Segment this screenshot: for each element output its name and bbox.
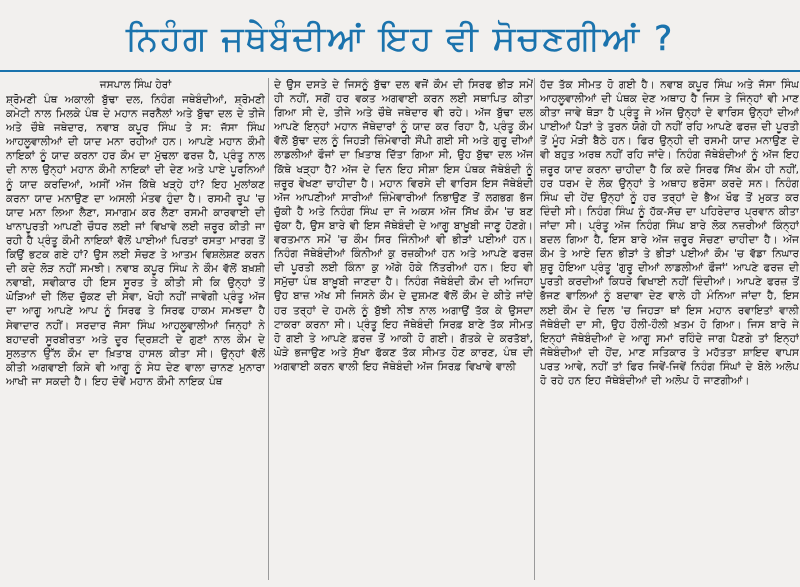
column-divider bbox=[268, 78, 269, 580]
headline: ਨਿਹੰਗ ਜਥੇਬੰਦੀਆਂ ਇਹ ਵੀ ਸੋਚਣਗੀਆਂ ? bbox=[125, 19, 675, 59]
article-column-2 bbox=[274, 78, 533, 580]
article-column-3 bbox=[540, 78, 799, 580]
column-2-text: ਦੇ ਉਸ ਦਸਤੇ ਦੇ ਜਿਸਨੂੰ ਬੁੱਢਾ ਦਲ ਵਜੋਂ ਕੌਮ ਦੀ ਸਿਰਫ ਭੀੜ ਸਮੇਂ ਹੀ ਨਹੀਂ, ਸਗੋਂ ਹਰ ਵਕਤ ਅਗਵਾਈ ਕਰਨ ਲਈ ਸਥਾਪਿਤ ਕੀਤਾ ਗਿਆ ਸੀ ਦੇ, ਤੀਜੇ ਅਤੇ ਚੌਥੇ ਜਥੇਦਾਰ ਵੀ ਰਹੇ। ਅੱਜ ਬੁੱਢਾ ਦਲ ਆਪਣੇ ਇਨ੍ਹਾਂ ਮਹਾਨ ਜੱਥੇਦਾਰਾਂ ਨੂੰ ਯਾਦ ਕਰ ਰਿਹਾ ਹੈ, ਪ੍ਰੰਤੂ ਕੌਮ ਵੱਲੋਂ ਬੁੱਢਾ ਦਲ ਨੂੰ ਜਿਹੜੀ ਜ਼ਿੰਮੇਵਾਰੀ ਸੌਂਪੀ ਗਈ ਸੀ ਅਤੇ ਗੁਰੂ ਦੀਆਂ ਲਾਡਲੀਆਂ ਫੌਜਾਂ ਦਾ ਖ਼ਿਤਾਬ ਦਿੱਤਾ ਗਿਆ ਸੀ, ਉਹ ਬੁੱਢਾ ਦਲ ਅੱਜ ਕਿੱਥੇ ਖੜ੍ਹਾ ਹੈ? ਅੱਜ ਦੇ ਦਿਨ ਇਹ ਸੀਸ਼ਾ ਇਸ ਪੰਥਕ ਜੱਥੇਬੰਦੀ ਨੂੰ ਜ਼ਰੂਰ ਵੇਖਣਾ ਚਾਹੀਦਾ ਹੈ। ਮਹਾਨ ਵਿਰਸੇ ਦੀ ਵਾਰਿਸ ਇਸ ਜੱਥੇਬੰਦੀ ਅੱਜ ਆਪਣੀਆਂ ਸਾਰੀਆਂ ਜ਼ਿੰਮੇਵਾਰੀਆਂ ਨਿਭਾਉਣ ਤੋਂ ਲਗਭਗ ਭੱਜ ਚੁੱਕੀ ਹੈ ਅਤੇ ਨਿਹੰਗ ਸਿੰਘ ਦਾ ਜੋ ਅਕਸ ਅੱਜ ਸਿੱਖ ਕੌਮ 'ਚ ਬਣ ਚੁੱਕਾ ਹੈ, ਉਸ ਬਾਰੇ ਵੀ ਇਸ ਜੱਥੇਬੰਦੀ ਦੇ ਆਗੂ ਬਾਖ਼ੂਬੀ ਜਾਣੂ ਹੋਣਗੇ। ਵਰਤਮਾਨ ਸਮੇਂ 'ਚ ਕੌਮ ਸਿਰ ਜਿੰਨੀਆਂ ਵੀ ਭੀੜਾਂ ਪਈਆਂ ਹਨ। ਨਿਹੰਗ ਜੱਥੇਬੰਦੀਆਂ ਕਿੰਨੀਆਂ ਕੁ ਰਜ਼ਕੀਆਂ ਹਨ ਅਤੇ ਆਪਣੇ ਫਰਜ਼ ਦੀ ਪੂਰਤੀ ਲਈ ਕਿੰਨਾ ਕੁ ਅੱਗੇ ਹੋਕੇ ਨਿੱਤਰੀਆਂ ਹਨ। ਇਹ ਵੀ ਸਮੁੱਚਾ ਪੰਥ ਬਾਖ਼ੂਬੀ ਜਾਣਦਾ ਹੈ। ਨਿਹੰਗ ਜੱਥੇਬੰਦੀ ਕੌਮ ਦੀ ਅਜਿਹਾ ਉਹ ਬਾਜ਼ ਅੱਖ ਸੀ ਜਿਸਨੇ ਕੌਮ ਦੇ ਦੁਸ਼ਮਣ ਵੱਲੋਂ ਕੌਮ ਦੇ ਕੀਤੇ ਜਾਂਦੇ ਹਰ ਤਰ੍ਹਾਂ ਦੇ ਹਮਲੇ ਨੂੰ ਬੁੱਝੀ ਨੀਝ ਨਾਲ ਅਗਾਉਂ ਤੱਕ ਕੇ ਉਸਦਾ ਟਾਕਰਾ ਕਰਨਾ ਸੀ। ਪ੍ਰੰਤੂ ਇਹ ਜੱਥੇਬੰਦੀ ਸਿਰਫ਼ ਬਾਣੇ ਤੱਕ ਸੀਮਤ ਹੋ ਗਈ ਤੇ ਆਪਣੇ ਫ਼ਰਜ਼ ਤੋਂ ਆਕੀ ਹੋ ਗਈ। ਗੱਤਕੇ ਦੇ ਕਰਤੱਬਾਂ, ਘੋੜੇ ਭਜਾਉਣ ਅਤੇ ਸੁੱਖਾ ਫੱਕਣ ਤੱਕ ਸੀਮਤ ਹੋਣ ਕਾਰਣ, ਪੰਥ ਦੀ ਅਗਵਾਈ ਕਰਨ ਵਾਲੀ ਇਹ ਜੱਥੇਬੰਦੀ ਅੱਜ ਸਿਰਫ਼ ਵਿਖਾਵੇ ਵਾਲੀ bbox=[274, 79, 533, 373]
article-column-1 bbox=[6, 78, 265, 580]
byline: ਜਸਪਾਲ ਸਿੰਘ ਹੇਰਾਂ bbox=[99, 79, 172, 91]
column-1-text: ਸ਼੍ਰੋਮਣੀ ਪੰਥ ਅਕਾਲੀ ਬੁੱਢਾ ਦਲ, ਨਿਹੰਗ ਜਥੇਬੰਦੀਆਂ, ਸ਼੍ਰੋਮਣੀ ਕਮੇਟੀ ਨਾਲ ਮਿਲਕੇ ਪੰਥ ਦੇ ਮਹਾਨ ਜਰਨੈਲਾਂ ਅਤੇ ਬੁੱਢਾ ਦਲ ਦੇ ਤੀਜੇ ਅਤੇ ਚੌਥੇ ਜਥੇਦਾਰ, ਨਵਾਬ ਕਪੂਰ ਸਿੰਘ ਤੇ ਸ: ਜੱਸਾ ਸਿੰਘ ਆਹਲੂਵਾਲੀਆਂ ਦੀ ਯਾਦ ਮਨਾ ਰਹੀਆਂ ਹਨ। ਆਪਣੇ ਮਹਾਨ ਕੌਮੀ ਨਾਇਕਾਂ ਨੂੰ ਯਾਦ ਕਰਨਾ ਹਰ ਕੌਮ ਦਾ ਮੁੱਢਲਾ ਫਰਜ਼ ਹੈ, ਪ੍ਰੰਤੂ ਨਾਲ ਦੀ ਨਾਲ ਉਨ੍ਹਾਂ ਮਹਾਨ ਕੌਮੀ ਨਾਇਕਾਂ ਦੀ ਦੇਣ ਅਤੇ ਪਾਏ ਪੂਰਨਿਆਂ ਨੂੰ ਯਾਦ ਕਰਦਿਆਂ, ਅਸੀਂ ਅੱਜ ਕਿੱਥੇ ਖੜ੍ਹੇ ਹਾਂ? ਇਹ ਮੁਲਾਂਕਣ ਕਰਨਾ ਯਾਦ ਮਨਾਉਣ ਦਾ ਅਸਲੀ ਮੰਤਵ ਹੁੰਦਾ ਹੈ। ਰਸਮੀ ਰੂਪ 'ਚ ਯਾਦ ਮਨਾ ਲਿਆ ਲੈਣਾ, ਸਮਾਗਮ ਕਰ ਲੈਣਾ ਰਸਮੀ ਕਾਰਵਾਈ ਦੀ ਖਾਨਾਪੂਰਤੀ ਆਪਣੀ ਚੌਧਰ ਲਈ ਜਾਂ ਵਿਖਾਵੇ ਲਈ ਜ਼ਰੂਰ ਕੀਤੀ ਜਾ ਰਹੀ ਹੈ ਪ੍ਰੰਤੂ ਕੌਮੀ ਨਾਇਕਾਂ ਵੱਲੋਂ ਪਾਈਆਂ ਪਿਰਤਾਂ ਰਸਤਾ ਮਾਰਗ ਤੋਂ ਕਿਉਂ ਭਟਕ ਗਏ ਹਾਂ? ਉਸ ਲਈ ਸੋਚਣ ਤੇ ਆਤਮ ਵਿਸ਼ਲੇਸ਼ਣ ਕਰਨ ਦੀ ਕਦੇ ਲੋੜ ਨਹੀਂ ਸਮਝੀ। ਨਵਾਬ ਕਪੂਰ ਸਿੰਘ ਨੇ ਕੌਮ ਵੱਲੋਂ ਬਖ਼ਸ਼ੀ ਨਵਾਬੀ, ਸਵੀਕਾਰ ਹੀ ਇਸ ਸੂਰਤ ਤੇ ਕੀਤੀ ਸੀ ਕਿ ਉਨ੍ਹਾਂ ਤੋਂ ਘੋੜਿਆਂ ਦੀ ਲਿੱਦ ਚੁੱਕਣ ਦੀ ਸੇਵਾ, ਖੋਹੀ ਨਹੀਂ ਜਾਵੇਗੀ ਪ੍ਰੰਤੂ ਅੱਜ ਦਾ ਆਗੂ ਆਪਣੇ ਆਪ ਨੂੰ ਸਿਰਫ ਤੇ ਸਿਰਫ ਹਾਕਮ ਸਮਝਦਾ ਹੈ ਸੇਵਾਦਾਰ ਨਹੀਂ। ਸਰਦਾਰ ਜੱਸਾ ਸਿੰਘ ਆਹਲੂਵਾਲੀਆਂ ਜਿਨ੍ਹਾਂ ਨੇ ਬਹਾਦਰੀ ਸੂਰਬੀਰਤਾ ਅਤੇ ਦੂਰ ਦ੍ਰਿਸ਼ਟੀ ਦੇ ਗੁਣਾਂ ਨਾਲ ਕੌਮ ਦੇ ਸੁਲਤਾਨ ਉੱਲ ਕੌਮ ਦਾ ਖ਼ਿਤਾਬ ਹਾਸਲ ਕੀਤਾ ਸੀ। ਉਨ੍ਹਾਂ ਵੱਲੋਂ ਕੀਤੀ ਅਗਵਾਈ ਕਿਸੇ ਵੀ ਆਗੂ ਨੂੰ ਸੇਧ ਦੇਣ ਵਾਲਾ ਚਾਨਣ ਮੁਨਾਰਾ ਆਖੀ ਜਾ ਸਕਦੀ ਹੈ। ਇਹ ਦੋਵੇਂ ਮਹਾਨ ਕੌਮੀ ਨਾਇਕ ਪੰਥ bbox=[6, 94, 265, 388]
column-3-text: ਹੱਦ ਤੱਕ ਸੀਮਤ ਹੋ ਗਈ ਹੈ। ਨਵਾਬ ਕਪੂਰ ਸਿੰਘ ਅਤੇ ਜੱਸਾ ਸਿੰਘ ਆਹਲੂਵਾਲੀਆਂ ਦੀ ਪੰਥਕ ਦੇਣ ਅਥਾਹ ਹੈ ਜਿਸ ਤੇ ਜਿੰਨ੍ਹਾਂ ਵੀ ਮਾਣ ਕੀਤਾ ਜਾਵੇ ਥੋੜਾ ਹੈ ਪ੍ਰੰਤੂ ਜੇ ਅੱਜ ਉਨ੍ਹਾਂ ਦੇ ਵਾਰਿਸ ਉਨ੍ਹਾਂ ਦੀਆਂ ਪਾਈਆਂ ਪੈੜਾਂ ਤੇ ਤੁਰਨ ਯੋਗੇ ਹੀ ਨਹੀਂ ਰਹਿ ਆਪਣੇ ਫਰਜ਼ ਦੀ ਪੂਰਤੀ ਤੋਂ ਮੂੰਹ ਮੋੜੀ ਬੈਠੇ ਹਨ। ਫਿਰ ਉਨ੍ਹੀ ਦੀ ਰਸਮੀ ਯਾਦ ਮਨਾਉਣ ਦੇ ਵੀ ਬਹੁਤ ਅਰਥ ਨਹੀਂ ਰਹਿ ਜਾਂਦੇ। ਨਿਹੰਗ ਜੱਥੇਬੰਦੀਆਂ ਨੂੰ ਅੱਜ ਇਹ ਜ਼ਰੂਰ ਯਾਦ ਕਰਨਾ ਚਾਹੀਦਾ ਹੈ ਕਿ ਕਦੇ ਸਿਰਫ ਸਿੱਖ ਕੌਮ ਹੀ ਨਹੀਂ, ਹਰ ਧਰਮ ਦੇ ਲੋਕ ਉਨ੍ਹਾਂ ਤੇ ਅਥਾਹ ਭਰੋਸਾ ਕਰਦੇ ਸਨ। ਨਿਹੰਗ ਸਿੰਘ ਦੀ ਹੇਂਦ ਉਨ੍ਹਾਂ ਨੂੰ ਹਰ ਤਰ੍ਹਾਂ ਦੇ ਭੈਅ ਖੌਫ ਤੋਂ ਮੁਕਤ ਕਰ ਦਿੰਦੀ ਸੀ। ਨਿਹੰਗ ਸਿੰਘ ਨੂੰ ਹੱਕ-ਸੱਚ ਦਾ ਪਹਿਰੇਦਾਰ ਪ੍ਰਵਾਨ ਕੀਤਾ ਜਾਂਦਾ ਸੀ। ਪ੍ਰੰਤੂ ਅੱਜ ਨਿਹੰਗ ਸਿੰਘ ਬਾਰੇ ਲੋਕ ਨਜ਼ਰੀਆਂ ਕਿੰਨ੍ਹਾਂ ਬਦਲ ਗਿਆ ਹੈ, ਇਸ ਬਾਰੇ ਅੱਜ ਜ਼ਰੂਰ ਸੋਚਣਾ ਚਾਹੀਦਾ ਹੈ। ਅੱਜ ਕੌਮ ਤੇ ਆਏ ਦਿਨ ਭੀੜਾਂ ਤੇ ਭੀੜਾਂ ਪਈਆਂ ਕੌਮ 'ਚ ਵੱਡਾ ਨਿਘਾਰ ਸ਼ੁਰੂ ਹੋਇਆ ਪ੍ਰੰਤੂ 'ਗੁਰੂ ਦੀਆਂ ਲਾਡਲੀਆਂ ਫੌਜਾਂ' ਆਪਣੇ ਫਰਜ਼ ਦੀ ਪੂਰਤੀ ਕਰਦੀਆਂ ਕਿਧਰੇ ਵਿਖਾਈ ਨਹੀਂ ਦਿੰਦੀਆਂ। ਆਪਣੇ ਫਰਜ਼ ਤੋਂ ਭੱਜਣ ਵਾਲਿਆਂ ਨੂੰ ਬਦਾਵਾ ਦੇਣ ਵਾਲੇ ਹੀ ਮੰਨਿਆ ਜਾਂਦਾ ਹੈ, ਇਸ ਲਈ ਕੌਮ ਦੇ ਦਿਲ 'ਚ ਜਿਹੜਾ ਥਾਂ ਇਸ ਮਹਾਨ ਰਵਾਇਤਾਂ ਵਾਲੀ ਜੱਥੇਬੰਦੀ ਦਾ ਸੀ, ਉਹ ਹੌਲੀ-ਹੌਲੀ ਖ਼ਤਮ ਹੋ ਗਿਆ। ਜਿਸ ਬਾਰੇ ਜੇ ਇਨ੍ਹਾਂ ਜੱਥੇਬੰਦੀਆਂ ਦੇ ਆਗੂ ਸਮਾਂ ਰਹਿੰਦੇ ਜਾਗ ਪੈਣਗੇ ਤਾਂ ਇਨ੍ਹਾਂ ਜੱਥੇਬੰਦੀਆਂ ਦੀ ਹੋਂਦ, ਮਾਣ ਸਤਿਕਾਰ ਤੇ ਮਹੱਤਤਾ ਸ਼ਾਇਦ ਵਾਪਸ ਪਰਤ ਆਵੇ, ਨਹੀਂ ਤਾਂ ਫਿਰ ਜਿਵੇਂ-ਜਿਵੇਂ ਨਿਹੰਗ ਸਿੰਘਾਂ ਦੇ ਬੋਲੇ ਅਲੋਪ ਹੋ ਰਹੇ ਹਨ ਇਹ ਜੱਥੇਬੰਦੀਆਂ ਦੀ ਅਲੋਪ ਹੋ ਜਾਣਗੀਆਂ। bbox=[540, 79, 799, 387]
headline-rule bbox=[0, 70, 800, 72]
column-divider bbox=[534, 78, 535, 580]
